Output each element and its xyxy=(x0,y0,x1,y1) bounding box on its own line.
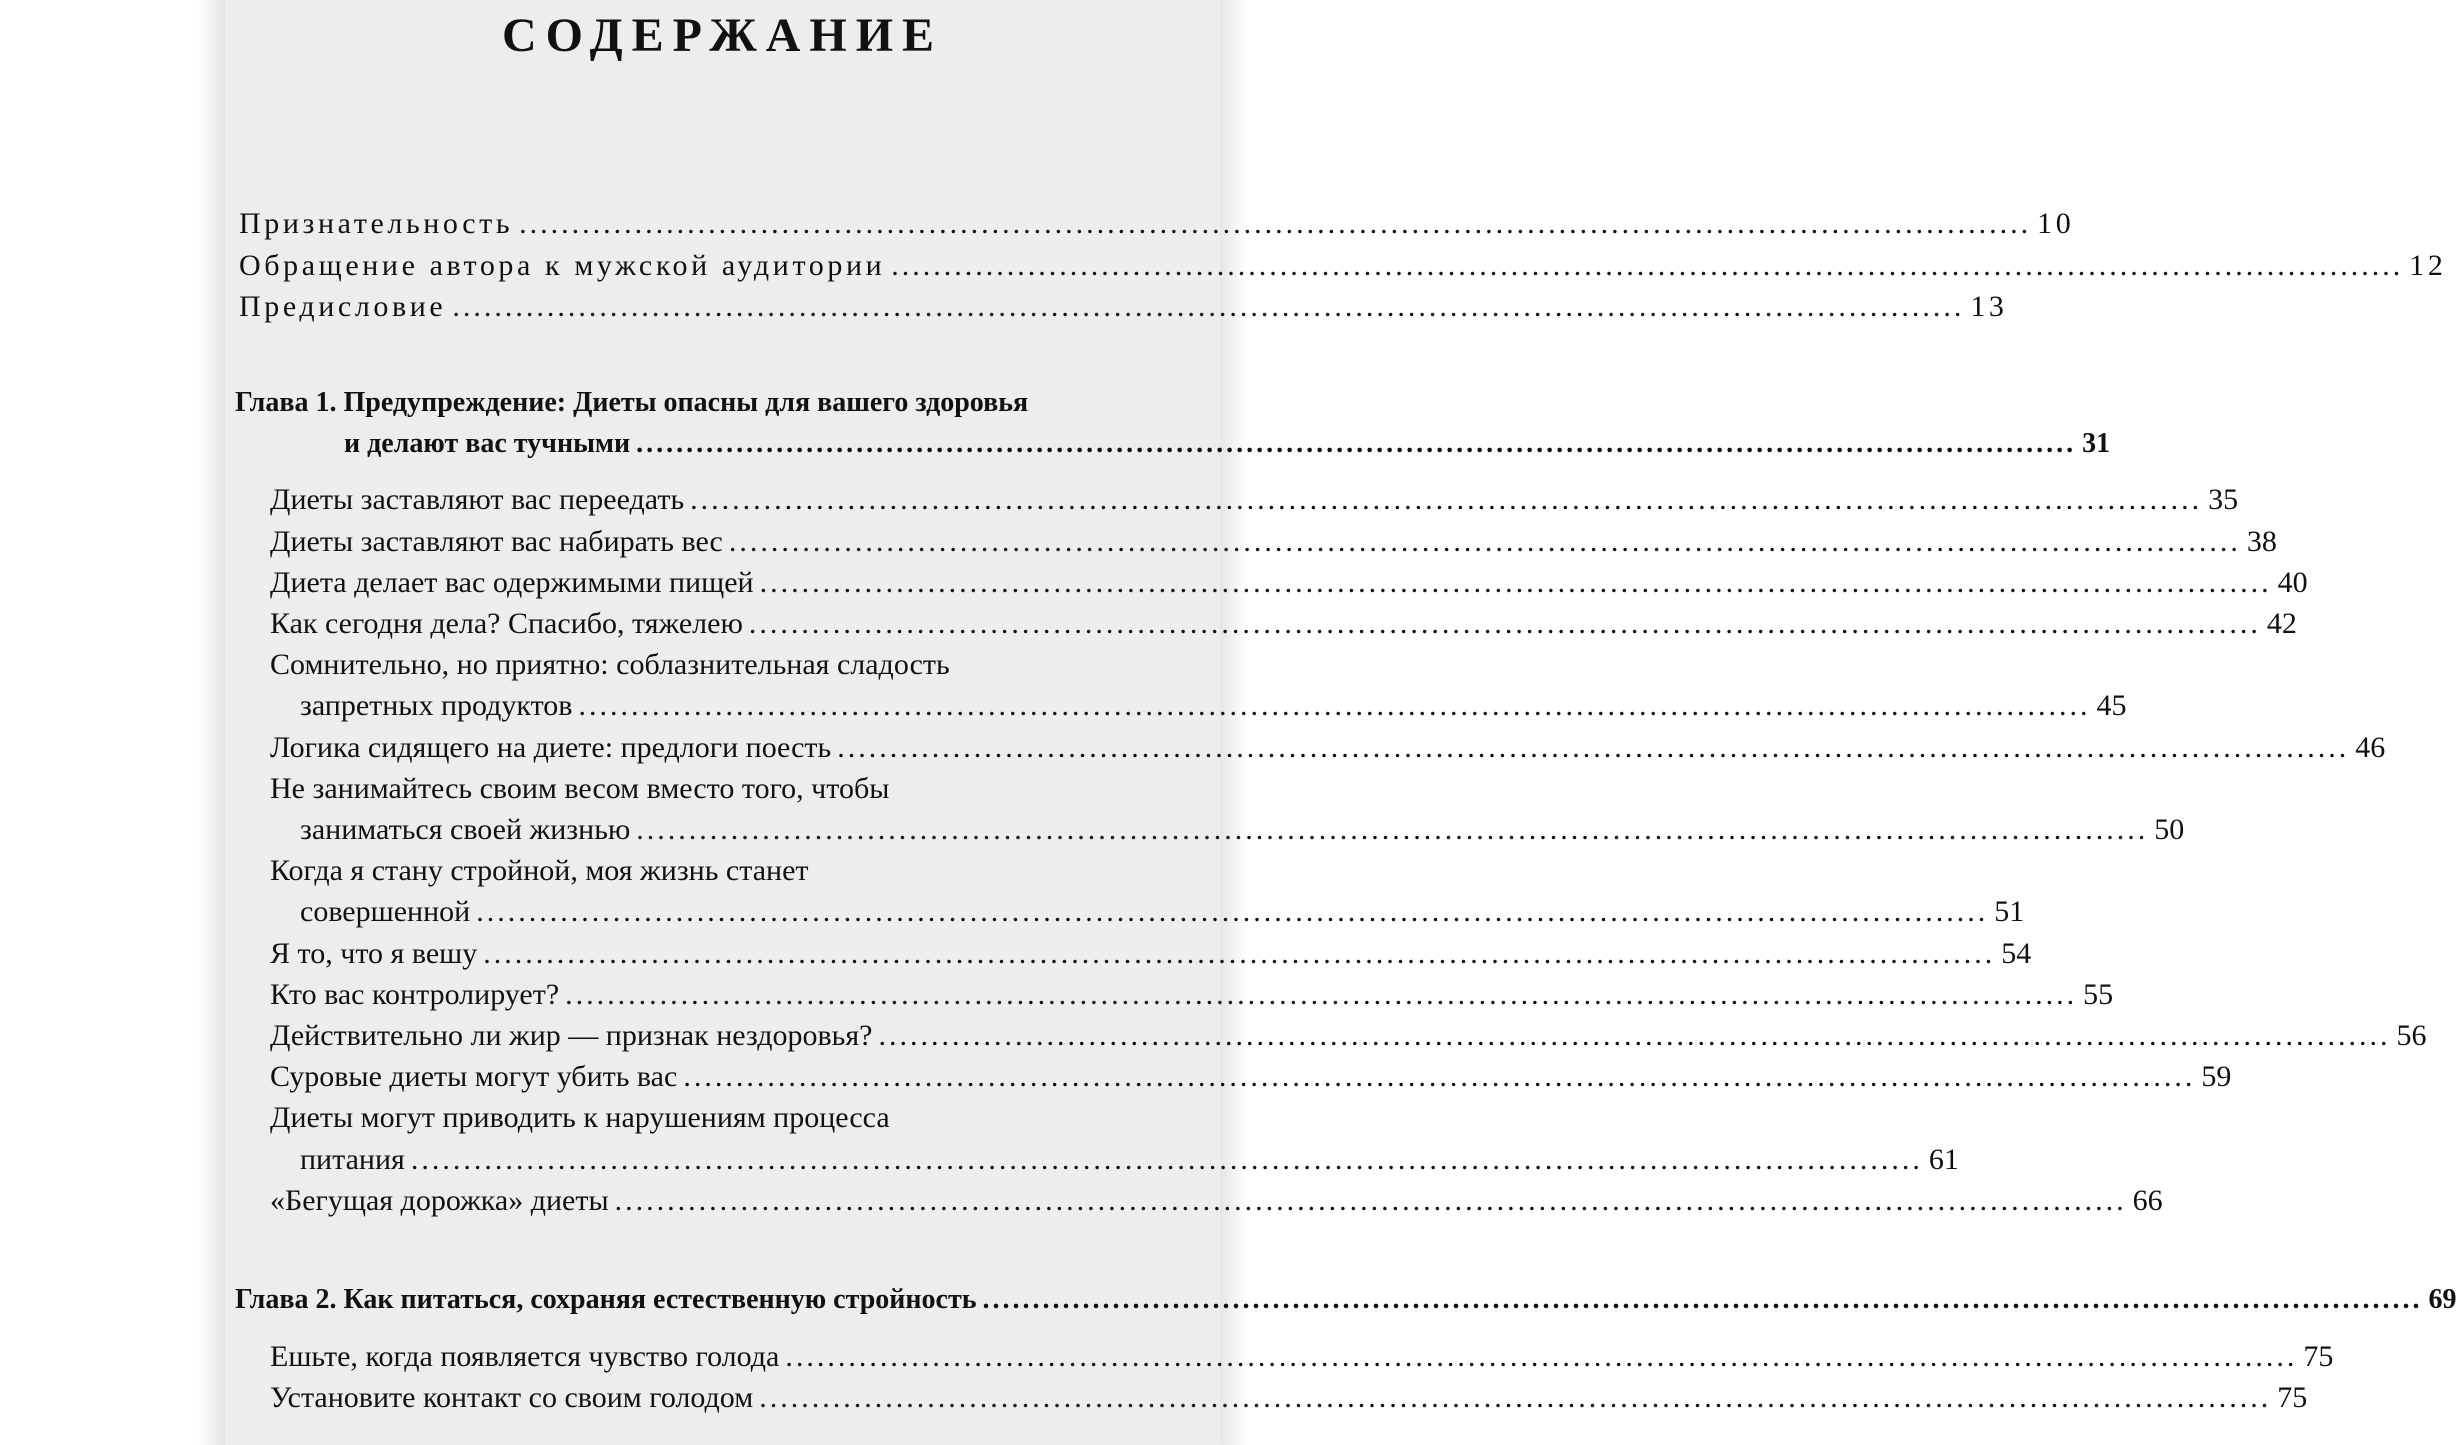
dot-leader: ................................................................................................................................................ xyxy=(452,290,1965,323)
toc-entry xyxy=(270,483,2239,517)
dot-leader: ................................................................................................................................................ xyxy=(785,1340,2298,1373)
dot-leader: ................................................................................................................................................ xyxy=(410,1143,1923,1176)
dot-leader: ................................................................................................................................................ xyxy=(837,731,2350,764)
toc-entry xyxy=(270,1340,2334,1374)
dot-leader: ................................................................................................................................................ xyxy=(878,1019,2391,1052)
toc-chapter-line xyxy=(344,428,2111,460)
scan-margin-left xyxy=(0,0,225,1445)
toc-page-number: 12 xyxy=(2409,249,2447,282)
toc-entry xyxy=(270,978,2114,1012)
toc-entry xyxy=(300,895,2025,929)
toc-entry xyxy=(270,1019,2427,1053)
toc-entry xyxy=(300,1143,1959,1177)
dot-leader: ................................................................................................................................................ xyxy=(519,207,2032,240)
toc-entry-title: совершенной xyxy=(300,895,471,928)
toc-page-number: 69 xyxy=(2428,1284,2457,1315)
toc-entry xyxy=(270,1381,2308,1415)
toc-entry-title: Действительно ли жир — признак нездоровья? xyxy=(270,1019,873,1052)
toc-entry-title: Обращение автора к мужской аудитории xyxy=(239,249,886,282)
toc-entry-title: и делают вас тучными xyxy=(344,428,631,459)
dot-leader: ................................................................................................................................................ xyxy=(690,483,2203,516)
toc-page-number: 50 xyxy=(2154,813,2185,846)
dot-leader: ................................................................................................................................................ xyxy=(759,1381,2272,1414)
dot-leader: ................................................................................................................................................ xyxy=(891,249,2404,282)
toc-entry xyxy=(270,607,2297,641)
toc-entry xyxy=(239,249,2447,283)
toc-entry-title: заниматься своей жизнью xyxy=(300,813,631,846)
toc-entry-title: Суровые диеты могут убить вас xyxy=(270,1060,678,1093)
toc-entry-title: Установите контакт со своим голодом xyxy=(270,1381,754,1414)
toc-entry xyxy=(239,290,2008,324)
dot-leader: ................................................................................................................................................ xyxy=(565,978,2078,1011)
toc-entry-title: Кто вас контролирует? xyxy=(270,978,560,1011)
dot-leader: ................................................................................................................................................ xyxy=(483,937,1996,970)
dot-leader: ................................................................................................................................................ xyxy=(683,1060,2196,1093)
toc-page-number: 56 xyxy=(2396,1019,2427,1052)
toc-chapter-line xyxy=(235,387,1185,419)
toc-entry xyxy=(270,648,1185,682)
dot-leader: ................................................................................................................................................ xyxy=(636,428,2077,459)
dot-leader: ................................................................................................................................................ xyxy=(476,895,1989,928)
toc-page-number: 42 xyxy=(2266,607,2297,640)
toc-entry xyxy=(270,937,2032,971)
toc-page-number: 61 xyxy=(1928,1143,1959,1176)
toc-chapter-line xyxy=(235,1284,2457,1316)
toc-entry-title: Предисловие xyxy=(239,290,447,323)
toc-entry xyxy=(270,772,1185,806)
toc-entry-title: питания xyxy=(300,1143,405,1176)
toc-entry-title: Логика сидящего на диете: предлоги поесть xyxy=(270,731,832,764)
dot-leader: ................................................................................................................................................ xyxy=(748,607,2261,640)
toc-page-number: 51 xyxy=(1994,895,2025,928)
dot-leader: ................................................................................................................................................ xyxy=(728,525,2241,558)
toc-entry-title: Глава 2. Как питаться, сохраняя естественную стройность xyxy=(235,1284,977,1315)
toc-page-number: 31 xyxy=(2082,428,2111,459)
toc-entry xyxy=(270,1060,2232,1094)
toc-page-number: 75 xyxy=(2277,1381,2308,1414)
toc-page-number: 13 xyxy=(1970,290,2008,323)
toc-entry-title: Когда я стану стройной, моя жизнь станет xyxy=(270,854,809,887)
dot-leader: ................................................................................................................................................ xyxy=(982,1284,2423,1315)
dot-leader: ................................................................................................................................................ xyxy=(636,813,2149,846)
toc-entry xyxy=(300,689,2127,723)
toc-page-number: 10 xyxy=(2037,207,2075,240)
toc-entry-title: Диеты заставляют вас переедать xyxy=(270,483,685,516)
toc-entry-title: Как сегодня дела? Спасибо, тяжелею xyxy=(270,607,743,640)
toc-entry-title: Глава 1. Предупреждение: Диеты опасны для вашего здоровья xyxy=(235,387,1029,418)
toc-page-number: 46 xyxy=(2355,731,2386,764)
toc-page-number: 40 xyxy=(2277,566,2308,599)
toc-entry-title: Диеты заставляют вас набирать вес xyxy=(270,525,723,558)
toc-entry-title: Я то, что я вешу xyxy=(270,937,478,970)
book-page xyxy=(225,0,2457,1445)
toc-page-number: 59 xyxy=(2201,1060,2232,1093)
toc-entry-title: Не занимайтесь своим весом вместо того, чтобы xyxy=(270,772,890,805)
toc-entry xyxy=(270,854,1185,888)
dot-leader: ................................................................................................................................................ xyxy=(578,689,2091,722)
toc-entry xyxy=(270,525,2277,559)
toc-page-number: 75 xyxy=(2303,1340,2334,1373)
toc-page-number: 45 xyxy=(2096,689,2127,722)
toc-entry xyxy=(300,813,2185,847)
toc-entry-title: «Бегущая дорожка» диеты xyxy=(270,1184,609,1217)
toc-entry-title: Диета делает вас одержимыми пищей xyxy=(270,566,754,599)
toc-entry xyxy=(239,207,2075,241)
page-title: СОДЕРЖАНИЕ xyxy=(501,9,944,62)
toc-entry xyxy=(270,1184,2163,1218)
toc-entry-title: Диеты могут приводить к нарушениям процесса xyxy=(270,1101,890,1134)
toc-page-number: 38 xyxy=(2246,525,2277,558)
toc-page-number: 35 xyxy=(2208,483,2239,516)
toc-entry-title: Сомнительно, но приятно: соблазнительная сладость xyxy=(270,648,950,681)
toc-page-number: 66 xyxy=(2132,1184,2163,1217)
dot-leader: ................................................................................................................................................ xyxy=(614,1184,2127,1217)
toc-page-number: 55 xyxy=(2083,978,2114,1011)
toc-entry xyxy=(270,566,2308,600)
toc-entry xyxy=(270,731,2386,765)
dot-leader: ................................................................................................................................................ xyxy=(759,566,2272,599)
toc-entry-title: Ешьте, когда появляется чувство голода xyxy=(270,1340,780,1373)
toc-entry-title: Признательность xyxy=(239,207,514,240)
toc-entry-title: запретных продуктов xyxy=(300,689,573,722)
toc-entry xyxy=(270,1101,1185,1135)
toc-page-number: 54 xyxy=(2001,937,2032,970)
